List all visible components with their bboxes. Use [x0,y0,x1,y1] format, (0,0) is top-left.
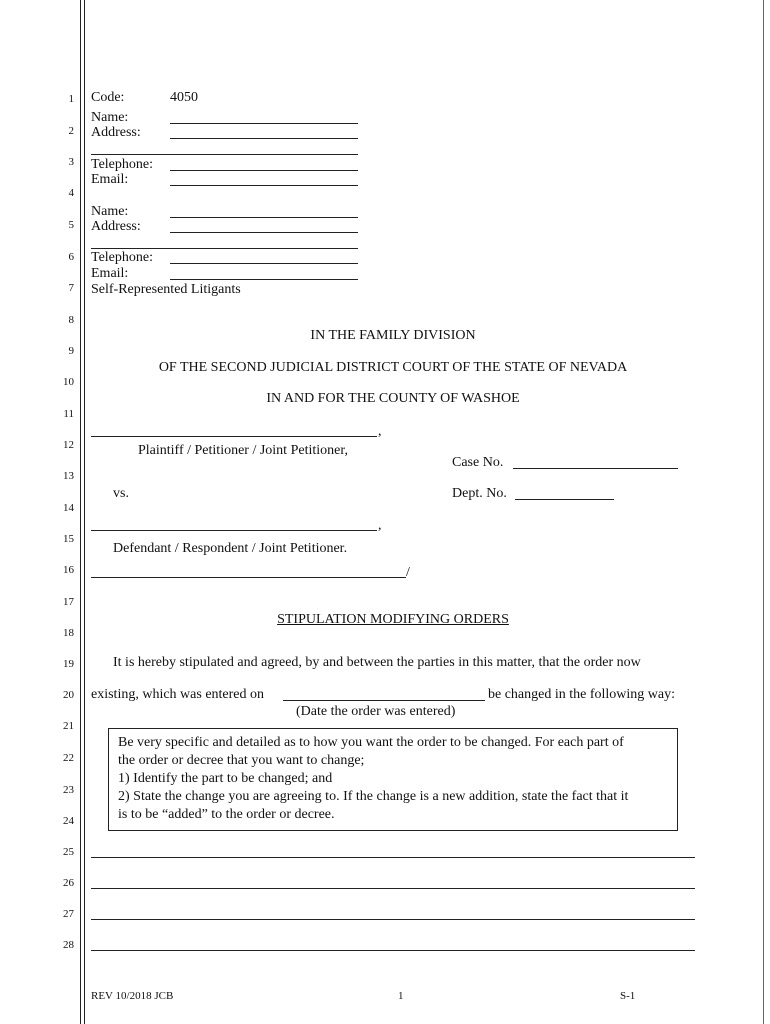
change-description-line[interactable] [91,888,695,889]
line-number: 9 [68,345,74,357]
instructions-box [108,728,678,831]
line-number: 18 [63,627,74,639]
line-number: 16 [63,564,74,576]
line-number: 6 [68,251,74,263]
line-number: 3 [68,156,74,168]
order-date-field[interactable] [283,700,485,701]
email-field[interactable] [170,185,358,186]
address-field[interactable] [170,138,358,139]
line-number: 20 [63,689,74,701]
stipulation-paragraph-line-2-start: existing, which was entered on [91,687,265,702]
line-number: 10 [63,376,74,388]
telephone-field[interactable] [170,170,358,171]
change-description-line[interactable] [91,919,695,920]
case-number-field[interactable] [513,468,678,469]
margin-rule-right [763,0,764,1024]
document-title [90,612,696,628]
margin-rule-left-inner [84,0,85,1024]
margin-rule-left-outer [80,0,81,1024]
name-label: Name: [91,204,129,219]
line-number: 11 [63,408,74,420]
telephone-label: Telephone: [91,157,153,172]
line-number: 25 [63,846,74,858]
court-division-heading: IN THE FAMILY DIVISION [310,328,476,343]
line-number: 8 [68,314,74,326]
plaintiff-label: Plaintiff / Petitioner / Joint Petitioner, [138,443,348,458]
telephone-label: Telephone: [91,250,153,265]
address-field-2-line-2[interactable] [91,248,358,249]
instruction-line: 1) Identify the part to be changed; and [118,771,333,786]
line-number: 22 [63,752,74,764]
line-number: 21 [63,720,74,732]
line-number: 15 [63,533,74,545]
line-number: 19 [63,658,74,670]
caption-slash: / [406,565,410,580]
stipulation-paragraph-line-2-end: be changed in the following way: [488,687,676,702]
line-number: 24 [63,815,74,827]
code-value: 4050 [170,90,198,105]
instruction-line: the order or decree that you want to change; [118,753,365,768]
caption-bottom-rule [91,577,406,578]
revision-code: REV 10/2018 JCB [91,990,174,1002]
line-number: 7 [68,282,74,294]
caption-comma: , [378,424,382,439]
line-number: 5 [68,219,74,231]
line-number: 13 [63,470,74,482]
plaintiff-name-field[interactable] [91,436,377,437]
line-number: 14 [63,502,74,514]
page-number: 1 [398,990,404,1002]
email-field-2[interactable] [170,279,358,280]
instruction-line: Be very specific and detailed as to how you want the order to be changed. For each part of [118,735,624,750]
instruction-line: 2) State the change you are agreeing to. If the change is a new addition, state the fact that it [118,789,629,804]
line-number: 27 [63,908,74,920]
defendant-label: Defendant / Respondent / Joint Petitioner. [113,541,348,556]
caption-comma: , [378,518,382,533]
line-number: 2 [68,125,74,137]
name-field[interactable] [170,123,358,124]
department-number-field[interactable] [515,499,614,500]
instruction-line: is to be “added” to the order or decree. [118,807,335,822]
address-field-line-2[interactable] [91,154,358,155]
code-label: Code: [91,90,125,105]
line-number: 12 [63,439,74,451]
name-field-2[interactable] [170,217,358,218]
address-field-2[interactable] [170,232,358,233]
form-id: S-1 [620,990,636,1002]
case-number-label: Case No. [452,455,504,470]
line-number: 28 [63,939,74,951]
versus-label: vs. [113,486,129,501]
court-name-heading: OF THE SECOND JUDICIAL DISTRICT COURT OF THE STATE OF NEVADA [158,360,628,375]
court-county-heading: IN AND FOR THE COUNTY OF WASHOE [266,391,520,406]
line-number: 26 [63,877,74,889]
self-represented-label: Self-Represented Litigants [91,282,241,297]
address-label: Address: [91,219,141,234]
order-date-hint: (Date the order was entered) [296,704,456,719]
department-number-label: Dept. No. [452,486,507,501]
email-label: Email: [91,266,129,281]
defendant-name-field[interactable] [91,530,377,531]
name-label: Name: [91,110,129,125]
line-number: 1 [68,93,74,105]
line-number: 23 [63,784,74,796]
telephone-field-2[interactable] [170,263,358,264]
address-label: Address: [91,125,141,140]
stipulation-paragraph-line-1: It is hereby stipulated and agreed, by and between the parties in this matter, that the order now [113,655,641,670]
line-number: 4 [68,187,74,199]
change-description-line[interactable] [91,950,695,951]
document-title-text: STIPULATION MODIFYING ORDERS [277,612,509,627]
change-description-line[interactable] [91,857,695,858]
line-number: 17 [63,596,74,608]
email-label: Email: [91,172,129,187]
